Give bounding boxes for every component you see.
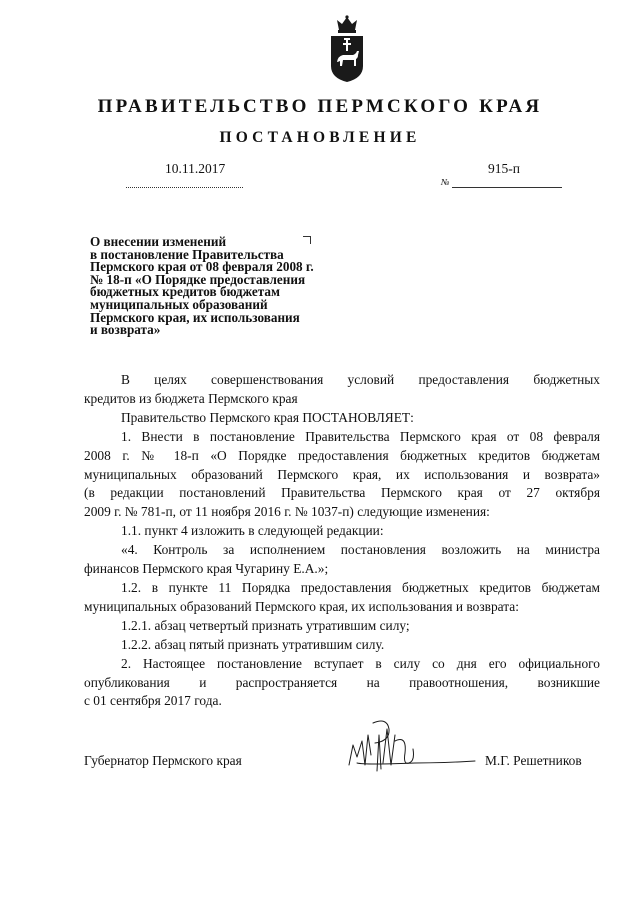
item-1-line: 1. Внести в постановление Правительства Пермского края от 08 февраля xyxy=(121,428,600,444)
subject-line: муниципальных образований xyxy=(90,296,268,312)
document-number: 915-п xyxy=(488,161,520,176)
item-1-line: 2008 г. № 18-п «О Порядке предоставления бюджетных кредитов бюджетам xyxy=(84,447,600,463)
signatory-name: М.Г. Решетников xyxy=(485,753,582,768)
coat-of-arms-icon xyxy=(327,14,367,84)
subject-line: Пермского края от 08 февраля 2008 г. xyxy=(90,259,314,275)
item-4-quote-line: «4. Контроль за исполнением постановления возложить на министра xyxy=(121,542,600,558)
document-subject xyxy=(90,236,370,337)
item-1-2-line: 1.2. в пункте 11 Порядка предоставления бюджетных кредитов бюджетам xyxy=(121,579,600,595)
number-underline xyxy=(452,187,562,188)
item-1-line: (в редакции постановлений Правительства Пермского края от 27 октября xyxy=(84,485,600,501)
subject-line: № 18-п «О Порядке предоставления xyxy=(90,271,306,287)
document-date: 10.11.2017 xyxy=(165,161,226,176)
item-1-2-line: муниципальных образований Пермского края, их использования и возврата: xyxy=(84,598,519,614)
intro-line: В целях совершенствования условий предоставления бюджетных xyxy=(121,372,600,387)
subject-line: и возврата» xyxy=(90,322,161,338)
handwritten-signature xyxy=(335,705,485,775)
intro-line: кредитов из бюджета Пермского края xyxy=(84,390,298,406)
date-underline xyxy=(126,187,243,188)
decree-line: Правительство Пермского края ПОСТАНОВЛЯЕТ: xyxy=(121,409,414,425)
item-1-line: 2009 г. № 781-п, от 11 ноября 2016 г. № 1037-п) следующие изменения: xyxy=(84,504,490,520)
item-4-quote-line: финансов Пермского края Чугарину Е.А.»; xyxy=(84,561,329,577)
item-1-line: муниципальных образований Пермского края, их использования и возврата» xyxy=(84,466,600,482)
item-1-2-1-line: 1.2.1. абзац четвертый признать утратившим силу; xyxy=(121,617,410,633)
document-type: ПОСТАНОВЛЕНИЕ xyxy=(219,129,421,146)
item-1-1-line: 1.1. пункт 4 изложить в следующей редакции: xyxy=(121,523,384,539)
government-title: ПРАВИТЕЛЬСТВО ПЕРМСКОГО КРАЯ xyxy=(97,96,543,117)
item-2-line: с 01 сентября 2017 года. xyxy=(84,693,222,709)
subject-line: в постановление Правительства xyxy=(90,246,284,262)
item-2-line: 2. Настоящее постановление вступает в силу со дня его официального xyxy=(121,655,600,671)
subject-line: бюджетных кредитов бюджетам xyxy=(90,284,281,300)
signatory-title: Губернатор Пермского края xyxy=(84,753,242,768)
subject-line: О внесении изменений xyxy=(90,234,227,249)
number-sign: № xyxy=(441,177,450,187)
subject-line: Пермского края, их использования xyxy=(90,309,300,325)
item-1-2-2-line: 1.2.2. абзац пятый признать утратившим силу. xyxy=(121,636,385,652)
document-body xyxy=(84,371,600,711)
item-2-line: опубликования и распространяется на правоотношения, возникшие xyxy=(84,674,600,690)
